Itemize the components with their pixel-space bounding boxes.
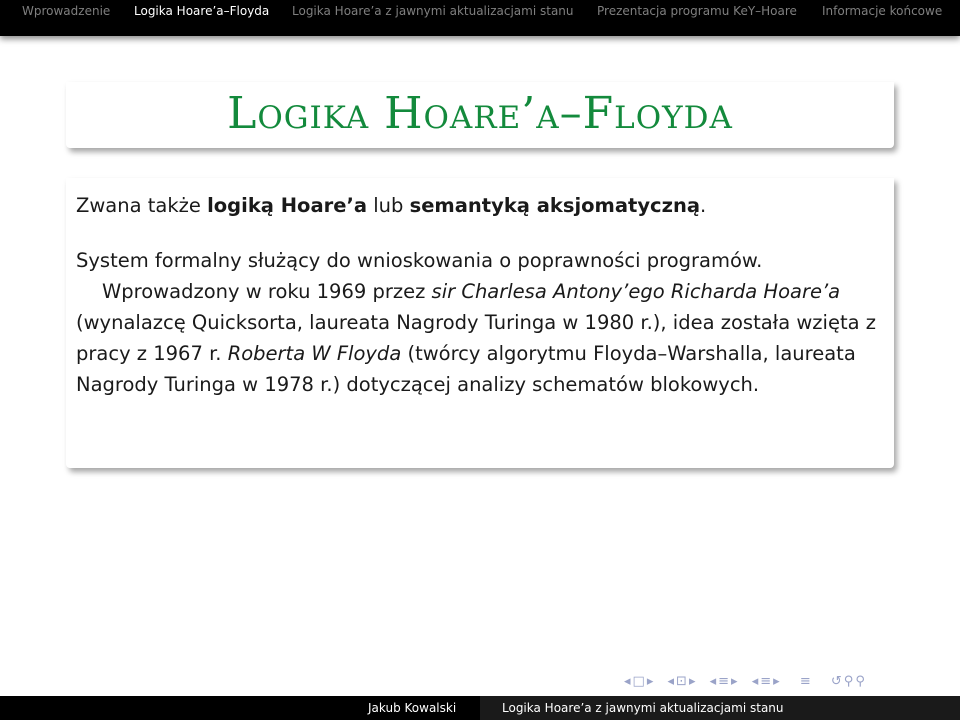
frame-title-box [66,82,894,148]
footer-author-box [0,696,480,720]
text: . [700,194,707,217]
nav-item-prezentacja-key-hoare[interactable]: Prezentacja programu KeY–Hoare [597,4,797,18]
section-navbar [0,0,960,36]
footer-talk-title: Logika Hoare’a z jawnymi aktualizacjami stanu [502,701,784,715]
footer-title-box [480,696,960,720]
text: System formalny służący do wnioskowania o poprawności programów. [76,249,763,272]
term-semantyka-aksjomatyczna: semantyką aksjomatyczną [409,194,701,217]
beamer-nav-symbols [624,674,867,694]
nav-prev-slide-icon[interactable]: ◂ [667,674,675,689]
nav-prev-subsection-icon[interactable]: ◂ [709,674,717,689]
nav-item-logika-hoare-floyda[interactable]: Logika Hoare’a–Floyda [134,4,270,18]
nav-item-informacje-koncowe[interactable]: Informacje końcowe [822,4,943,18]
nav-item-wprowadzenie[interactable]: Wprowadzenie [22,4,111,18]
nav-back-icon[interactable]: ↺ [830,674,842,689]
text: (twórcy algorytmu Floyda–Warshalla, laureata Nagrody Turinga w 1978 r.) dotyczącej analizy schematów blokowych. [76,342,856,396]
paragraph-history [76,245,886,400]
footer-author: Jakub Kowalski [368,701,457,715]
nav-toc-icon[interactable]: ≡ [799,674,811,689]
nav-next-subsection-icon[interactable]: ▸ [731,674,738,689]
nav-slide-icon[interactable]: ⊡ [676,674,687,689]
text: lub [367,194,410,217]
name-hoare: sir Charlesa Antony’ego Richarda Hoare’a [431,280,841,303]
nav-subsection-icon[interactable]: ≡ [718,674,730,689]
term-logika-hoarea: logiką Hoare’a [207,194,368,217]
nav-item-logika-jawne-aktualizacje[interactable]: Logika Hoare’a z jawnymi aktualizacjami stanu [292,4,574,18]
paragraph-definition [76,190,886,221]
nav-next-frame-icon[interactable]: ▸ [646,674,654,689]
text: (wynalazcę Quicksorta, laureata Nagrody Turinga w 1980 r.), idea została wzięta z pracy z 1967 r. [76,311,876,365]
text: Zwana także [76,194,208,217]
nav-frame-icon[interactable]: □ [632,674,645,689]
nav-prev-section-icon[interactable]: ◂ [751,674,759,689]
content-block [66,178,894,468]
nav-next-slide-icon[interactable]: ▸ [688,674,696,689]
nav-next-section-icon[interactable]: ▸ [773,674,780,689]
nav-search-forward-icon[interactable]: ⚲ [855,674,865,689]
text: Wprowadzony w roku 1969 przez [102,280,432,303]
nav-section-icon[interactable]: ≡ [760,674,772,689]
nav-search-icon[interactable]: ⚲ [843,674,854,689]
nav-prev-frame-icon[interactable]: ◂ [624,674,631,689]
frame-title: Logika Hoare’a–Floyda [227,88,733,139]
name-floyd: Roberta W Floyda [227,342,402,365]
content-body [76,190,886,400]
